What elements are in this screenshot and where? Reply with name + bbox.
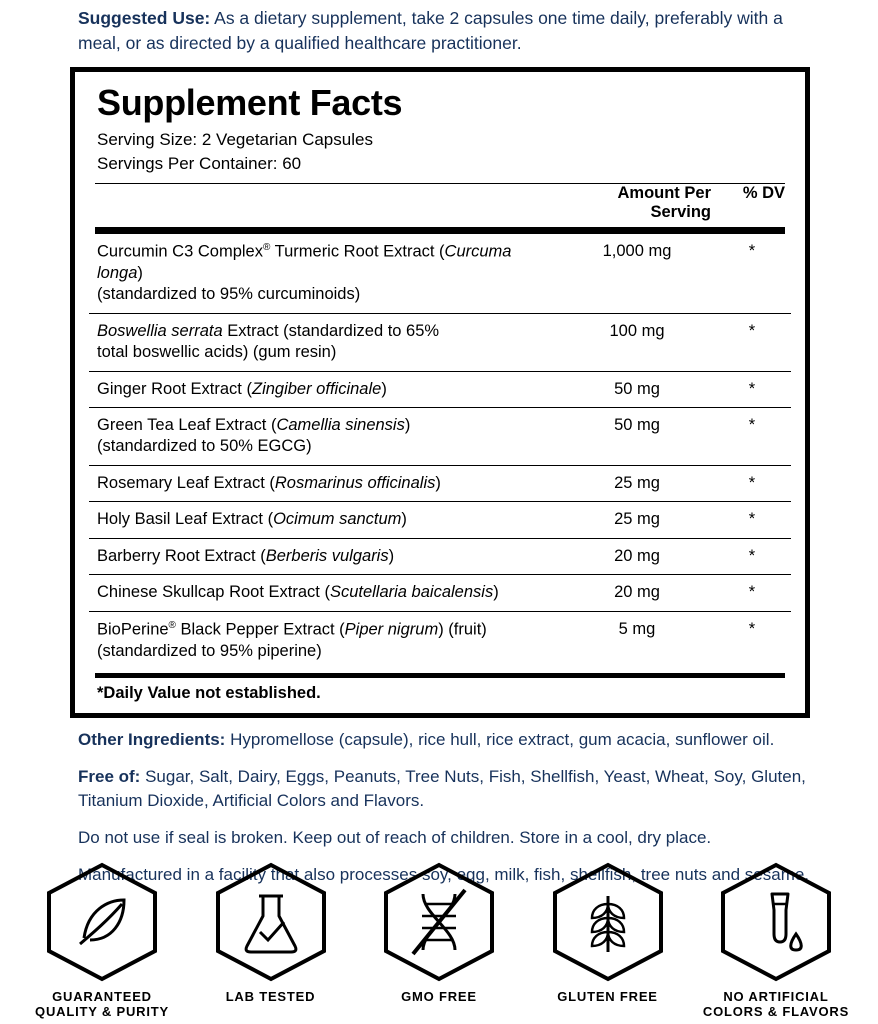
row-name bbox=[89, 502, 561, 538]
row-name-mid: Extract (standardized to 65% bbox=[222, 321, 440, 340]
row-name bbox=[89, 234, 561, 313]
badge-label-line2: COLORS & FLAVORS bbox=[702, 1004, 850, 1020]
warning-text: Do not use if seal is broken. Keep out of reach of children. Store in a cool, dry place. bbox=[78, 828, 712, 848]
row-amount: 20 mg bbox=[561, 538, 713, 574]
table-header-row bbox=[89, 184, 791, 222]
row-name-pre: Chinese Skullcap Root Extract ( bbox=[97, 583, 330, 602]
row-name-pre: Ginger Root Extract ( bbox=[97, 379, 252, 398]
suggested-use-label: Suggested Use: bbox=[78, 8, 211, 28]
row-name-post: ) bbox=[381, 379, 387, 398]
row-name bbox=[89, 371, 561, 407]
free-of-text: Sugar, Salt, Dairy, Eggs, Peanuts, Tree Nuts, Fish, Shellfish, Yeast, Wheat, Soy, Gluten, Titanium Dioxide, Artificial Colors and Flavors. bbox=[78, 767, 806, 811]
facility-note: Manufactured in a facility that also processes soy, egg, milk, fish, shellfish, tree nuts and sesame. bbox=[78, 865, 810, 885]
row-name-latin: Curcuma longa bbox=[97, 242, 512, 282]
row-name-pre: Barberry Root Extract ( bbox=[97, 546, 266, 565]
other-ingredients bbox=[78, 728, 820, 752]
badge-guaranteed-quality bbox=[18, 860, 186, 1020]
row-name bbox=[89, 575, 561, 611]
row-dv: * bbox=[713, 465, 791, 501]
row-name-pre: Holy Basil Leaf Extract ( bbox=[97, 510, 274, 529]
serving-size: Serving Size: 2 Vegetarian Capsules bbox=[97, 129, 373, 149]
row-name bbox=[89, 538, 561, 574]
row-dv: * bbox=[713, 313, 791, 371]
row-amount: 50 mg bbox=[561, 371, 713, 407]
row-name bbox=[89, 407, 561, 465]
badge-label bbox=[703, 990, 849, 1020]
table-row bbox=[89, 371, 791, 407]
header-amount-per-serving: Amount Per Serving bbox=[617, 183, 711, 221]
table-row bbox=[89, 465, 791, 501]
row-amount: 100 mg bbox=[561, 313, 713, 371]
supplement-facts-title: Supplement Facts bbox=[97, 81, 403, 123]
row-amount: 25 mg bbox=[561, 465, 713, 501]
table-row bbox=[89, 502, 791, 538]
row-name-pre: BioPerine bbox=[97, 620, 169, 639]
daily-value-footnote: *Daily Value not established. bbox=[97, 683, 321, 702]
header-percent-dv: % DV bbox=[742, 183, 785, 202]
row-amount: 20 mg bbox=[561, 575, 713, 611]
row-dv: * bbox=[713, 611, 791, 669]
divider-thick bbox=[95, 227, 785, 234]
badge-label bbox=[226, 990, 316, 1005]
row-name-latin: Piper nigrum bbox=[344, 620, 439, 639]
badge-gluten-free bbox=[524, 860, 692, 1020]
free-of bbox=[78, 765, 820, 813]
row-name-pre: Curcumin C3 Complex bbox=[97, 242, 263, 261]
suggested-use-block bbox=[22, 0, 856, 67]
row-name-latin: Rosmarinus officinalis bbox=[274, 473, 436, 492]
supplement-facts-table bbox=[89, 184, 791, 222]
badge-label-line1: GLUTEN FREE bbox=[557, 989, 658, 1005]
row-dv: * bbox=[713, 538, 791, 574]
badge-gmo-free bbox=[355, 860, 523, 1020]
row-dv: * bbox=[713, 575, 791, 611]
row-amount: 25 mg bbox=[561, 502, 713, 538]
row-name-line2: total boswellic acids) (gum resin) bbox=[97, 343, 337, 362]
table-row bbox=[89, 313, 791, 371]
row-name bbox=[89, 611, 561, 669]
table-row bbox=[89, 407, 791, 465]
row-name-line2: (standardized to 50% EGCG) bbox=[97, 437, 312, 456]
certification-badges bbox=[0, 860, 878, 1020]
dna-slash-icon bbox=[379, 860, 499, 984]
table-row bbox=[89, 234, 791, 313]
row-dv: * bbox=[748, 241, 756, 260]
row-dv: * bbox=[713, 502, 791, 538]
row-name-mid: Turmeric Root Extract ( bbox=[270, 242, 445, 261]
row-name-pre: Rosemary Leaf Extract ( bbox=[97, 473, 275, 492]
row-name-latin: Scutellaria baicalensis bbox=[329, 583, 494, 602]
row-dv: * bbox=[713, 407, 791, 465]
row-name-post: ) bbox=[137, 263, 143, 282]
flask-check-icon bbox=[211, 860, 331, 984]
table-row bbox=[89, 538, 791, 574]
table-row bbox=[89, 611, 791, 669]
row-name-post: ) bbox=[388, 546, 395, 565]
badge-label bbox=[35, 990, 169, 1020]
row-name-latin: Camellia sinensis bbox=[276, 415, 405, 434]
row-name-post: ) bbox=[493, 583, 499, 602]
dropper-icon bbox=[716, 860, 836, 984]
row-name bbox=[89, 465, 561, 501]
divider-bottom bbox=[95, 673, 785, 678]
badge-label-line1: GUARANTEED bbox=[52, 989, 152, 1005]
badge-label-line1: LAB TESTED bbox=[225, 989, 316, 1005]
supplement-facts-panel bbox=[70, 67, 810, 718]
row-name bbox=[89, 313, 561, 371]
badge-label bbox=[401, 990, 477, 1005]
row-name-latin: Boswellia serrata bbox=[97, 321, 223, 340]
wheat-icon bbox=[548, 860, 668, 984]
row-name-latin: Berberis vulgaris bbox=[265, 546, 389, 565]
registered-mark: ® bbox=[168, 619, 176, 631]
badge-lab-tested bbox=[187, 860, 355, 1020]
row-name-mid: Black Pepper Extract ( bbox=[175, 620, 345, 639]
row-name-post: ) (fruit) bbox=[438, 620, 487, 639]
other-ingredients-text: Hypromellose (capsule), rice hull, rice extract, gum acacia, sunflower oil. bbox=[225, 729, 775, 749]
row-amount: 50 mg bbox=[561, 407, 713, 465]
supplement-facts-rows bbox=[89, 234, 791, 669]
row-dv: * bbox=[713, 371, 791, 407]
row-name-line2: (standardized to 95% piperine) bbox=[97, 641, 322, 660]
row-amount: 1,000 mg bbox=[602, 241, 672, 260]
registered-mark: ® bbox=[262, 241, 271, 253]
row-name-post: ) bbox=[404, 415, 411, 434]
row-name-line2: (standardized to 95% curcuminoids) bbox=[97, 285, 361, 304]
row-name-post: ) bbox=[401, 510, 407, 529]
badge-label bbox=[557, 990, 658, 1005]
row-name-pre: Green Tea Leaf Extract ( bbox=[97, 415, 277, 434]
row-name-post: ) bbox=[435, 473, 441, 492]
servings-per-container: Servings Per Container: 60 bbox=[97, 154, 302, 174]
badge-label-line1: GMO FREE bbox=[401, 989, 477, 1005]
badge-label-line2: QUALITY & PURITY bbox=[35, 1004, 169, 1020]
header-nutrient bbox=[89, 184, 571, 222]
badge-no-artificial-colors-flavors bbox=[692, 860, 860, 1020]
suggested-use-text: As a dietary supplement, take 2 capsules one time daily, preferably with a meal, or as directed by a qualified healthcare practitioner. bbox=[78, 8, 783, 54]
other-ingredients-label: Other Ingredients: bbox=[78, 729, 226, 749]
row-name-latin: Ocimum sanctum bbox=[273, 510, 402, 529]
row-name-latin: Zingiber officinale bbox=[251, 379, 382, 398]
table-row bbox=[89, 575, 791, 611]
row-amount: 5 mg bbox=[561, 611, 713, 669]
badge-label-line1: NO ARTIFICIAL bbox=[723, 989, 829, 1005]
leaf-icon bbox=[42, 860, 162, 984]
free-of-label: Free of: bbox=[78, 767, 141, 787]
